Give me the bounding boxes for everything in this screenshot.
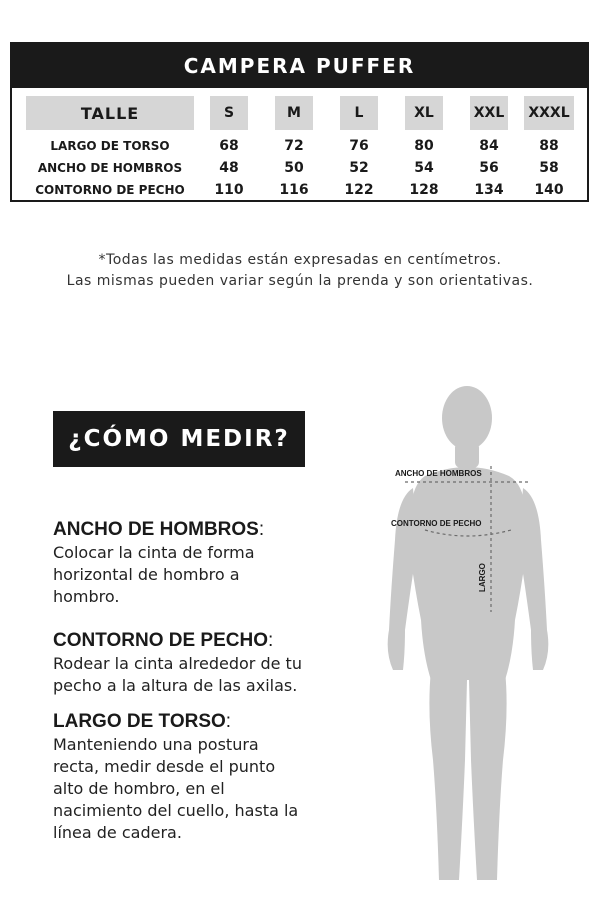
row-label-chest: CONTORNO DE PECHO: [35, 183, 185, 197]
table-cell: 140: [534, 182, 564, 198]
label-shoulders: ANCHO DE HOMBROS: [395, 469, 482, 478]
how-to-title: ¿CÓMO MEDIR?: [53, 411, 305, 467]
table-cell: 68: [219, 138, 239, 154]
body-line: hombro.: [53, 587, 120, 606]
table-title: CAMPERA PUFFER: [12, 44, 587, 88]
table-cell: 56: [479, 160, 499, 176]
body-line: Colocar la cinta de forma: [53, 543, 255, 562]
section-title-text: ANCHO DE HOMBROS: [53, 519, 259, 540]
table-cell: 50: [284, 160, 304, 176]
section-title-shoulders: ANCHO DE HOMBROS:: [53, 519, 265, 540]
size-m: M: [275, 96, 313, 130]
size-xl: XL: [405, 96, 443, 130]
measurement-note-line1: *Todas las medidas están expresadas en centímetros.: [98, 252, 502, 268]
body-line: nacimiento del cuello, hasta la: [53, 801, 299, 820]
section-title-chest: CONTORNO DE PECHO:: [53, 630, 274, 651]
table-cell: 54: [414, 160, 434, 176]
section-body-chest: [53, 653, 333, 697]
size-table: [10, 42, 589, 202]
label-chest: CONTORNO DE PECHO: [391, 519, 482, 528]
section-title-torso: LARGO DE TORSO:: [53, 711, 232, 732]
size-header: TALLE: [26, 96, 194, 130]
size-l: L: [340, 96, 378, 130]
table-cell: 80: [414, 138, 434, 154]
body-line: línea de cadera.: [53, 823, 182, 842]
chest-line: [425, 530, 511, 536]
table-cell: 134: [474, 182, 504, 198]
section-title-text: CONTORNO DE PECHO: [53, 630, 269, 651]
label-length: LARGO: [478, 563, 487, 592]
table-cell: 58: [539, 160, 559, 176]
table-cell: 72: [284, 138, 304, 154]
table-cell: 84: [479, 138, 499, 154]
body-line: Manteniendo una postura: [53, 735, 259, 754]
body-line: horizontal de hombro a: [53, 565, 240, 584]
table-cell: 48: [219, 160, 239, 176]
table-cell: 122: [344, 182, 374, 198]
section-body-torso: [53, 734, 333, 844]
body-line: recta, medir desde el punto: [53, 757, 276, 776]
table-cell: 110: [214, 182, 244, 198]
table-cell: 128: [409, 182, 439, 198]
table-cell: 116: [279, 182, 309, 198]
section-body-shoulders: [53, 542, 333, 608]
body-line: pecho a la altura de las axilas.: [53, 676, 298, 695]
row-label-shoulders: ANCHO DE HOMBROS: [37, 161, 183, 175]
row-label-torso: LARGO DE TORSO: [50, 139, 170, 153]
size-xxxl: XXXL: [524, 96, 574, 130]
section-title-text: LARGO DE TORSO: [53, 711, 226, 732]
body-line: alto de hombro, en el: [53, 779, 225, 798]
table-cell: 52: [349, 160, 369, 176]
measurement-note-line2: Las mismas pueden variar según la prenda y son orientativas.: [66, 273, 534, 289]
size-s: S: [210, 96, 248, 130]
table-cell: 88: [539, 138, 559, 154]
table-cell: 76: [349, 138, 369, 154]
measurement-lines: [375, 380, 565, 900]
size-xxl: XXL: [470, 96, 508, 130]
body-line: Rodear la cinta alrededor de tu: [53, 654, 302, 673]
